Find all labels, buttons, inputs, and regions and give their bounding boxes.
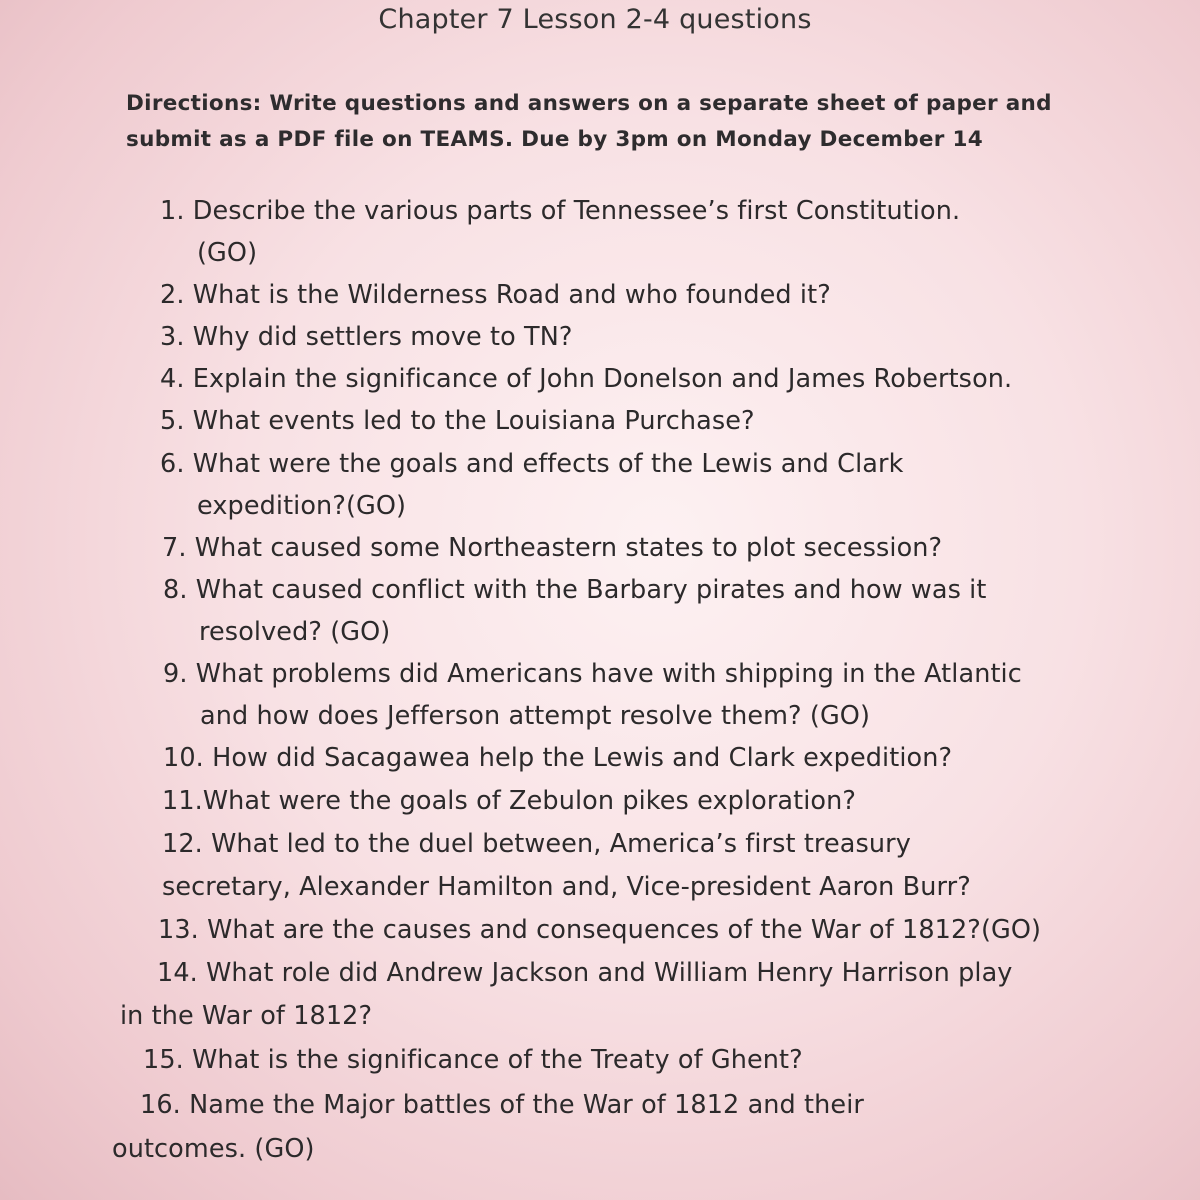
- question-number: 11.: [162, 786, 203, 816]
- question-text: What role did Andrew Jackson and William Henry Harrison play: [206, 958, 1013, 988]
- question-text: How did Sacagawea help the Lewis and Clark expedition?: [212, 743, 953, 773]
- question-text: What events led to the Louisiana Purchase?: [192, 406, 755, 436]
- question-8-continuation: resolved? (GO): [199, 617, 391, 647]
- question-10: [163, 743, 952, 773]
- question-number: 3.: [160, 322, 185, 352]
- question-number: 7.: [162, 533, 187, 563]
- directions-line: Directions: Write questions and answers on a separate sheet of paper and: [126, 91, 1052, 116]
- question-text: What were the goals and effects of the Lewis and Clark: [192, 449, 904, 479]
- question-14: [157, 958, 1013, 988]
- question-15: [143, 1045, 803, 1075]
- question-text: Explain the significance of John Donelson and James Robertson.: [192, 364, 1013, 394]
- question-4: [160, 364, 1012, 394]
- question-16: [140, 1090, 864, 1120]
- question-number: 6.: [160, 449, 185, 479]
- question-text: Describe the various parts of Tennessee’s first Constitution.: [192, 196, 961, 226]
- question-text: What is the significance of the Treaty of Ghent?: [192, 1045, 803, 1075]
- directions-line: submit as a PDF file on TEAMS. Due by 3pm on Monday December 14: [126, 127, 983, 152]
- question-number: 16.: [140, 1090, 181, 1120]
- question-text: What caused conflict with the Barbary pirates and how was it: [195, 575, 987, 605]
- question-number: 1.: [160, 196, 185, 226]
- question-13: [158, 915, 1041, 945]
- question-5: [160, 406, 755, 436]
- question-1-continuation: (GO): [197, 238, 258, 268]
- question-9: [163, 659, 1022, 689]
- question-14-continuation: in the War of 1812?: [120, 1001, 373, 1031]
- question-text: What were the goals of Zebulon pikes exploration?: [202, 786, 857, 816]
- question-6: [160, 449, 903, 479]
- question-number: 14.: [157, 958, 198, 988]
- question-number: 15.: [143, 1045, 184, 1075]
- question-1: [160, 196, 960, 226]
- question-number: 12.: [162, 829, 203, 859]
- question-text: What problems did Americans have with shipping in the Atlantic: [195, 659, 1022, 689]
- question-7: [162, 533, 942, 563]
- question-12-continuation: secretary, Alexander Hamilton and, Vice-president Aaron Burr?: [162, 872, 971, 902]
- question-text: What caused some Northeastern states to plot secession?: [194, 533, 943, 563]
- question-2: [160, 280, 831, 310]
- question-6-continuation: expedition?(GO): [197, 491, 407, 521]
- question-16-continuation: outcomes. (GO): [112, 1134, 315, 1164]
- question-text: Why did settlers move to TN?: [192, 322, 573, 352]
- question-number: 10.: [163, 743, 204, 773]
- question-text: Name the Major battles of the War of 1812 and their: [189, 1090, 864, 1120]
- question-number: 2.: [160, 280, 185, 310]
- question-11: [162, 786, 856, 816]
- question-9-continuation: and how does Jefferson attempt resolve them? (GO): [200, 701, 871, 731]
- question-3: [160, 322, 573, 352]
- question-8: [163, 575, 986, 605]
- question-number: 13.: [158, 915, 199, 945]
- question-number: 5.: [160, 406, 185, 436]
- question-number: 4.: [160, 364, 185, 394]
- question-text: What is the Wilderness Road and who founded it?: [192, 280, 831, 310]
- question-text: What led to the duel between, America’s first treasury: [211, 829, 911, 859]
- page-title: Chapter 7 Lesson 2-4 questions: [378, 4, 812, 35]
- question-number: 8.: [163, 575, 188, 605]
- directions-block: [126, 86, 1052, 158]
- question-12: [162, 829, 911, 859]
- question-text: What are the causes and consequences of the War of 1812?(GO): [207, 915, 1042, 945]
- question-number: 9.: [163, 659, 188, 689]
